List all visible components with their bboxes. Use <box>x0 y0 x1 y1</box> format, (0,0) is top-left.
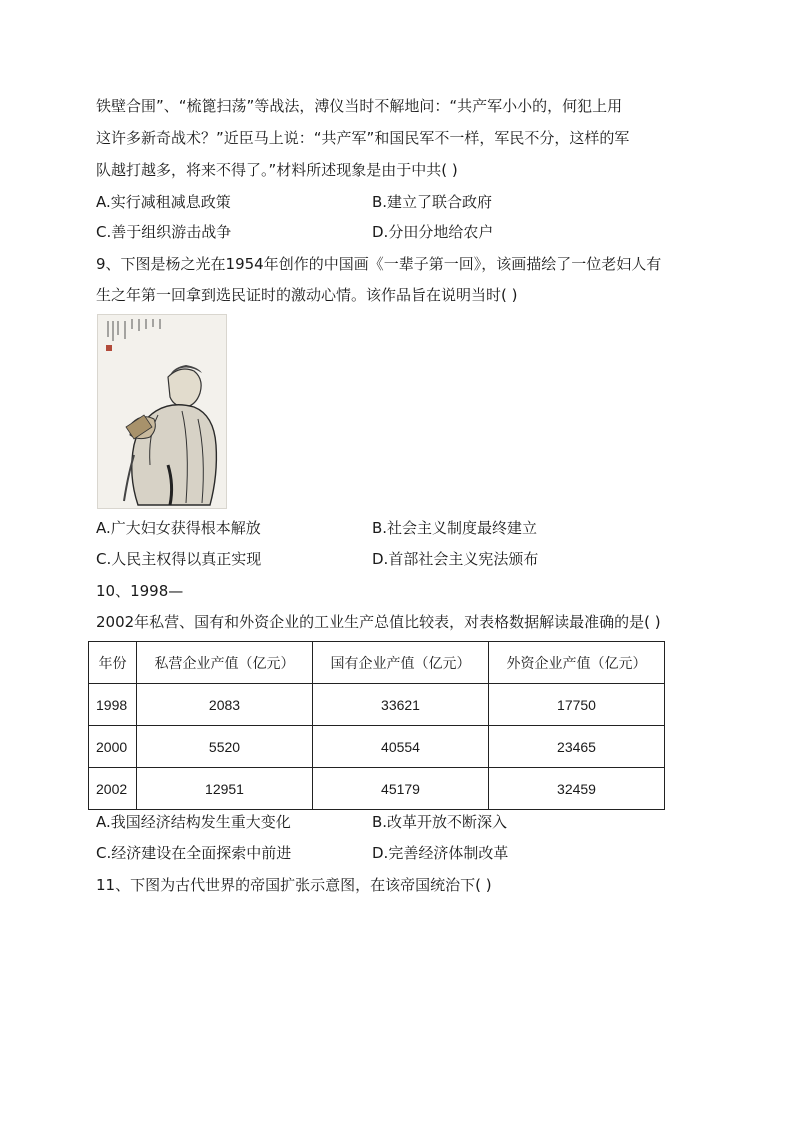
production-table <box>88 641 665 810</box>
cell-state: 33621 <box>313 684 489 726</box>
q8-option-d: D.分田分地给农户 <box>372 223 494 241</box>
q10-option-a: A.我国经济结构发生重大变化 <box>96 813 291 831</box>
cell-state: 40554 <box>313 726 489 768</box>
q9-text-line-1: 9、下图是杨之光在1954年创作的中国画《一辈子第一回》，该画描绘了一位老妇人有 <box>96 255 662 273</box>
q8-option-c: C.善于组织游击战争 <box>96 223 232 241</box>
q8-option-a: A.实行减租减息政策 <box>96 193 231 211</box>
q10-text-line-1: 10、1998— <box>96 582 184 600</box>
q9-text-line-2: 生之年第一回拿到选民证时的激动心情。该作品旨在说明当时( ) <box>96 286 518 304</box>
header-foreign: 外资企业产值（亿元） <box>489 642 665 684</box>
table-header-row <box>89 642 665 684</box>
header-private: 私营企业产值（亿元） <box>137 642 313 684</box>
q8-option-b: B.建立了联合政府 <box>372 193 493 211</box>
q11-text-line-1: 11、下图为古代世界的帝国扩张示意图，在该帝国统治下( ) <box>96 876 492 894</box>
cell-state: 45179 <box>313 768 489 810</box>
cell-foreign: 32459 <box>489 768 665 810</box>
q10-option-c: C.经济建设在全面探索中前进 <box>96 844 292 862</box>
q10-option-b: B.改革开放不断深入 <box>372 813 508 831</box>
cell-private: 2083 <box>137 684 313 726</box>
cell-year: 1998 <box>89 684 137 726</box>
header-state: 国有企业产值（亿元） <box>313 642 489 684</box>
q9-option-d: D.首部社会主义宪法颁布 <box>372 550 539 568</box>
q9-option-c: C.人民主权得以真正实现 <box>96 550 262 568</box>
table-row <box>89 684 665 726</box>
table-row <box>89 768 665 810</box>
cell-foreign: 23465 <box>489 726 665 768</box>
q9-option-b: B.社会主义制度最终建立 <box>372 519 538 537</box>
q8-text-line-1: 铁壁合围”、“梳篦扫荡”等战法，溥仪当时不解地问：“共产军小小的，何犯上用 <box>96 97 623 115</box>
q8-text-line-3: 队越打越多，将来不得了。”材料所述现象是由于中共( ) <box>96 161 458 179</box>
q9-option-a: A.广大妇女获得根本解放 <box>96 519 261 537</box>
q10-text-line-2: 2002年私营、国有和外资企业的工业生产总值比较表，对表格数据解读最准确的是( ) <box>96 613 661 631</box>
q8-text-line-2: 这许多新奇战术？”近臣马上说：“共产军”和国民军不一样，军民不分，这样的军 <box>96 129 630 147</box>
header-year: 年份 <box>89 642 137 684</box>
cell-private: 5520 <box>137 726 313 768</box>
q10-option-d: D.完善经济体制改革 <box>372 844 509 862</box>
cell-year: 2000 <box>89 726 137 768</box>
cell-private: 12951 <box>137 768 313 810</box>
table-row <box>89 726 665 768</box>
painting-image <box>97 314 227 509</box>
painting-illustration <box>98 315 226 508</box>
cell-foreign: 17750 <box>489 684 665 726</box>
cell-year: 2002 <box>89 768 137 810</box>
